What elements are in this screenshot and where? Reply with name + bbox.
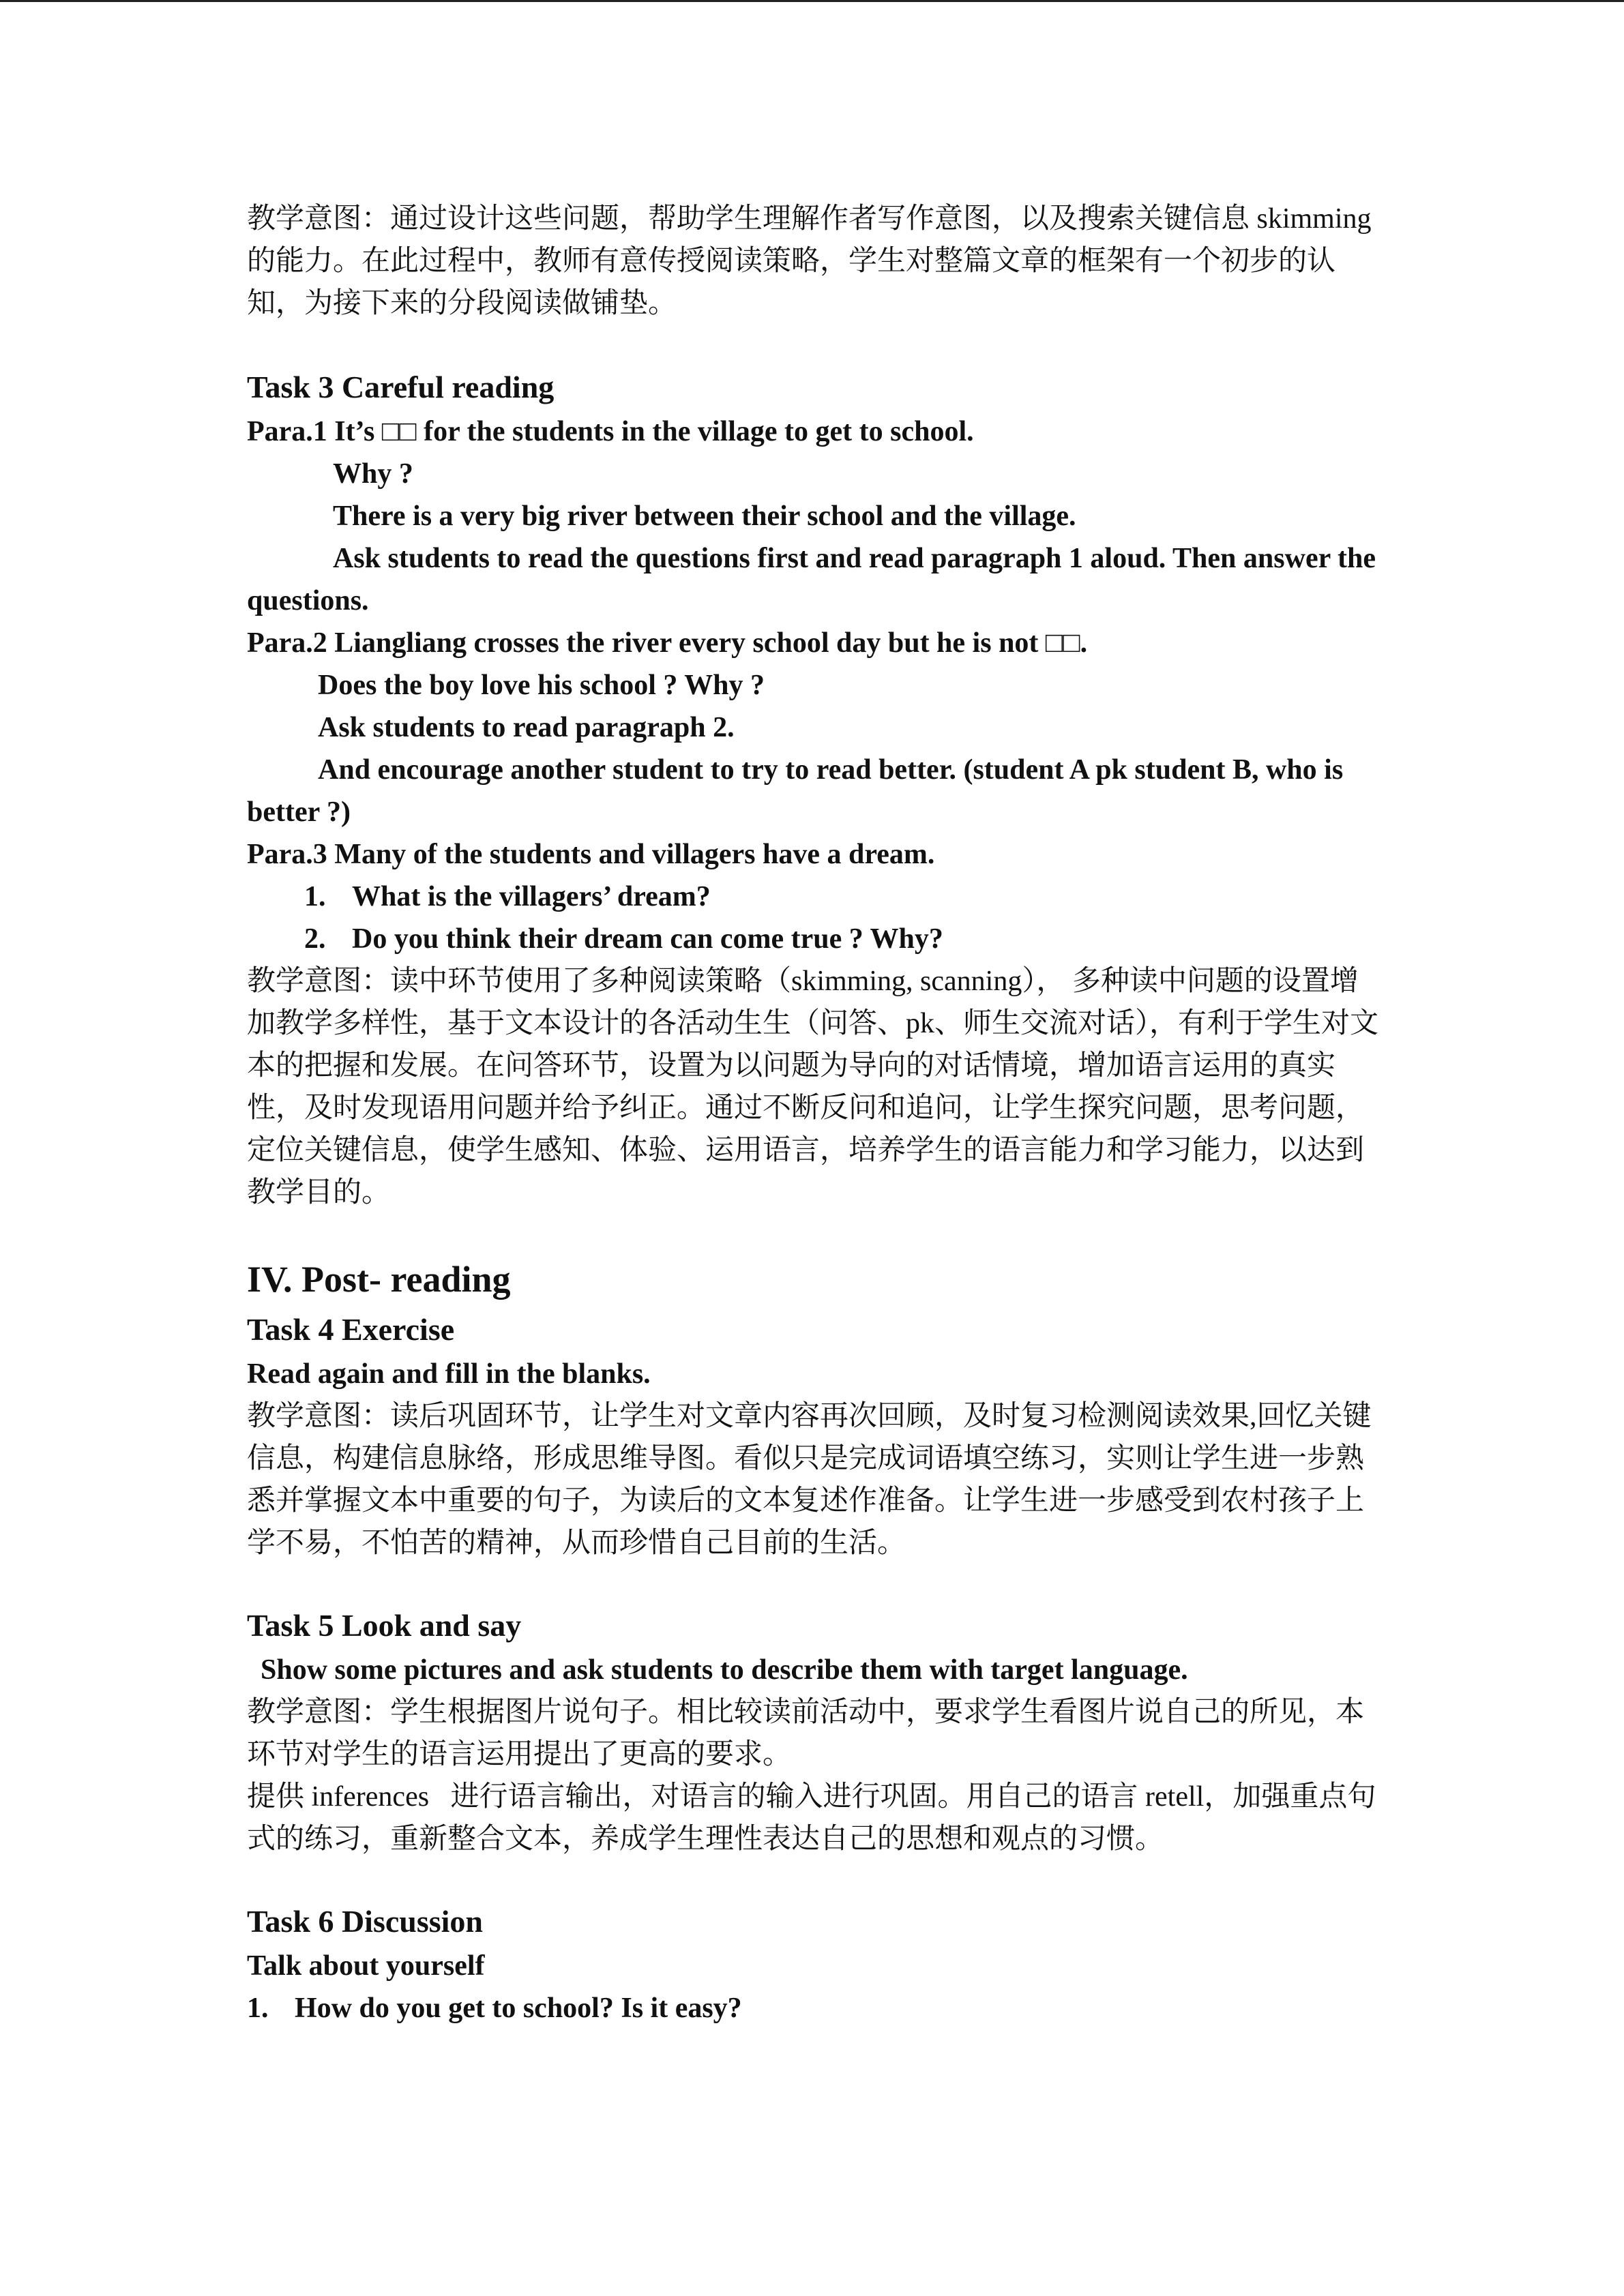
para2-encourage-cont: better ?) xyxy=(247,796,351,828)
task4-instruction: Read again and fill in the blanks. xyxy=(247,1358,651,1390)
para1-instruction: Ask students to read the questions first and read paragraph 1 aloud. Then answer the xyxy=(333,543,1376,574)
intent-paragraph-1 xyxy=(247,198,1379,325)
intent-line: 的能力。在此过程中，教师有意传授阅读策略，学生对整篇文章的框架有一个初步的认 xyxy=(247,245,1336,277)
intent-line: 加教学多样性，基于文本设计的各活动生生（问答、pk、师生交流对话），有利于学生对文 xyxy=(247,1008,1379,1039)
intent-line: 信息，构建信息脉络，形成思维导图。看似只是完成词语填空练习，实则让学生进一步熟 xyxy=(247,1443,1365,1474)
task6-subtitle: Talk about yourself xyxy=(247,1950,485,1982)
task4-intent xyxy=(247,1395,1379,1564)
para3-item xyxy=(247,918,1379,960)
para1-statement: Para.1 It’s □□ for the students in the village to get to school. xyxy=(247,416,974,447)
intent-line: 教学目的。 xyxy=(247,1177,391,1208)
para2-encourage: And encourage another student to try to read better. (student A pk student B, who is xyxy=(318,754,1344,786)
para1-question: Why ? xyxy=(333,458,413,490)
para1-answer: There is a very big river between their school and the village. xyxy=(333,501,1076,532)
list-text: Do you think their dream can come true ? Why? xyxy=(352,923,943,955)
document-body xyxy=(247,198,1379,2029)
intent-line: 提供 inferences 进行语言输出，对语言的输入进行巩固。用自己的语言 retell，加强重点句 xyxy=(247,1781,1376,1813)
task6-title: Task 6 Discussion xyxy=(247,1904,484,1939)
intent-line: 教学意图：学生根据图片说句子。相比较读前活动中，要求学生看图片说自己的所见，本 xyxy=(247,1697,1365,1728)
para2-statement: Para.2 Liangliang crosses the river every school day but he is not □□. xyxy=(247,627,1088,659)
task5-instruction: Show some pictures and ask students to describe them with target language. xyxy=(261,1654,1188,1686)
list-number: 1. xyxy=(304,881,326,912)
intent-line: 教学意图：通过设计这些问题，帮助学生理解作者写作意图，以及搜索关键信息 skimming xyxy=(247,203,1372,235)
intent-line: 式的练习，重新整合文本，养成学生理性表达自己的思想和观点的习惯。 xyxy=(247,1823,1164,1855)
intent-line: 环节对学生的语言运用提出了更高的要求。 xyxy=(247,1739,792,1770)
intent-paragraph-2 xyxy=(247,960,1379,1214)
intent-line: 定位关键信息，使学生感知、体验、运用语言，培养学生的语言能力和学习能力，以达到 xyxy=(247,1135,1365,1166)
list-text: What is the villagers’ dream? xyxy=(352,881,711,912)
section4-title: IV. Post- reading xyxy=(247,1259,511,1300)
list-text: How do you get to school? Is it easy? xyxy=(295,1993,742,2024)
page-top-border xyxy=(0,0,1624,2)
intent-line: 教学意图：读中环节使用了多种阅读策略（skimming, scanning）， 多种读中问题的设置增 xyxy=(247,966,1359,997)
intent-line: 性，及时发现语用问题并给予纠正。通过不断反问和追问，让学生探究问题，思考问题， xyxy=(247,1092,1365,1124)
para3-item xyxy=(247,876,1379,918)
intent-line: 本的把握和发展。在问答环节，设置为以问题为导向的对话情境，增加语言运用的真实 xyxy=(247,1050,1336,1082)
list-number: 2. xyxy=(304,923,326,955)
intent-line: 悉并掌握文本中重要的句子，为读后的文本复述作准备。让学生进一步感受到农村孩子上 xyxy=(247,1485,1365,1517)
para2-question: Does the boy love his school ? Why ? xyxy=(318,670,765,701)
intent-line: 教学意图：读后巩固环节，让学生对文章内容再次回顾，及时复习检测阅读效果,回忆关键 xyxy=(247,1401,1372,1432)
list-number: 1. xyxy=(247,1993,269,2024)
intent-line: 知，为接下来的分段阅读做铺垫。 xyxy=(247,288,677,319)
task5-title: Task 5 Look and say xyxy=(247,1608,522,1643)
intent-line: 学不易，不怕苦的精神，从而珍惜自己目前的生活。 xyxy=(247,1527,906,1559)
task6-item xyxy=(247,1987,1379,2029)
para2-instruction: Ask students to read paragraph 2. xyxy=(318,712,735,743)
task5-intent xyxy=(247,1691,1379,1860)
para1-instruction-cont: questions. xyxy=(247,585,369,616)
task3-title: Task 3 Careful reading xyxy=(247,370,555,404)
para3-statement: Para.3 Many of the students and villagers have a dream. xyxy=(247,839,935,870)
task4-title: Task 4 Exercise xyxy=(247,1312,455,1347)
